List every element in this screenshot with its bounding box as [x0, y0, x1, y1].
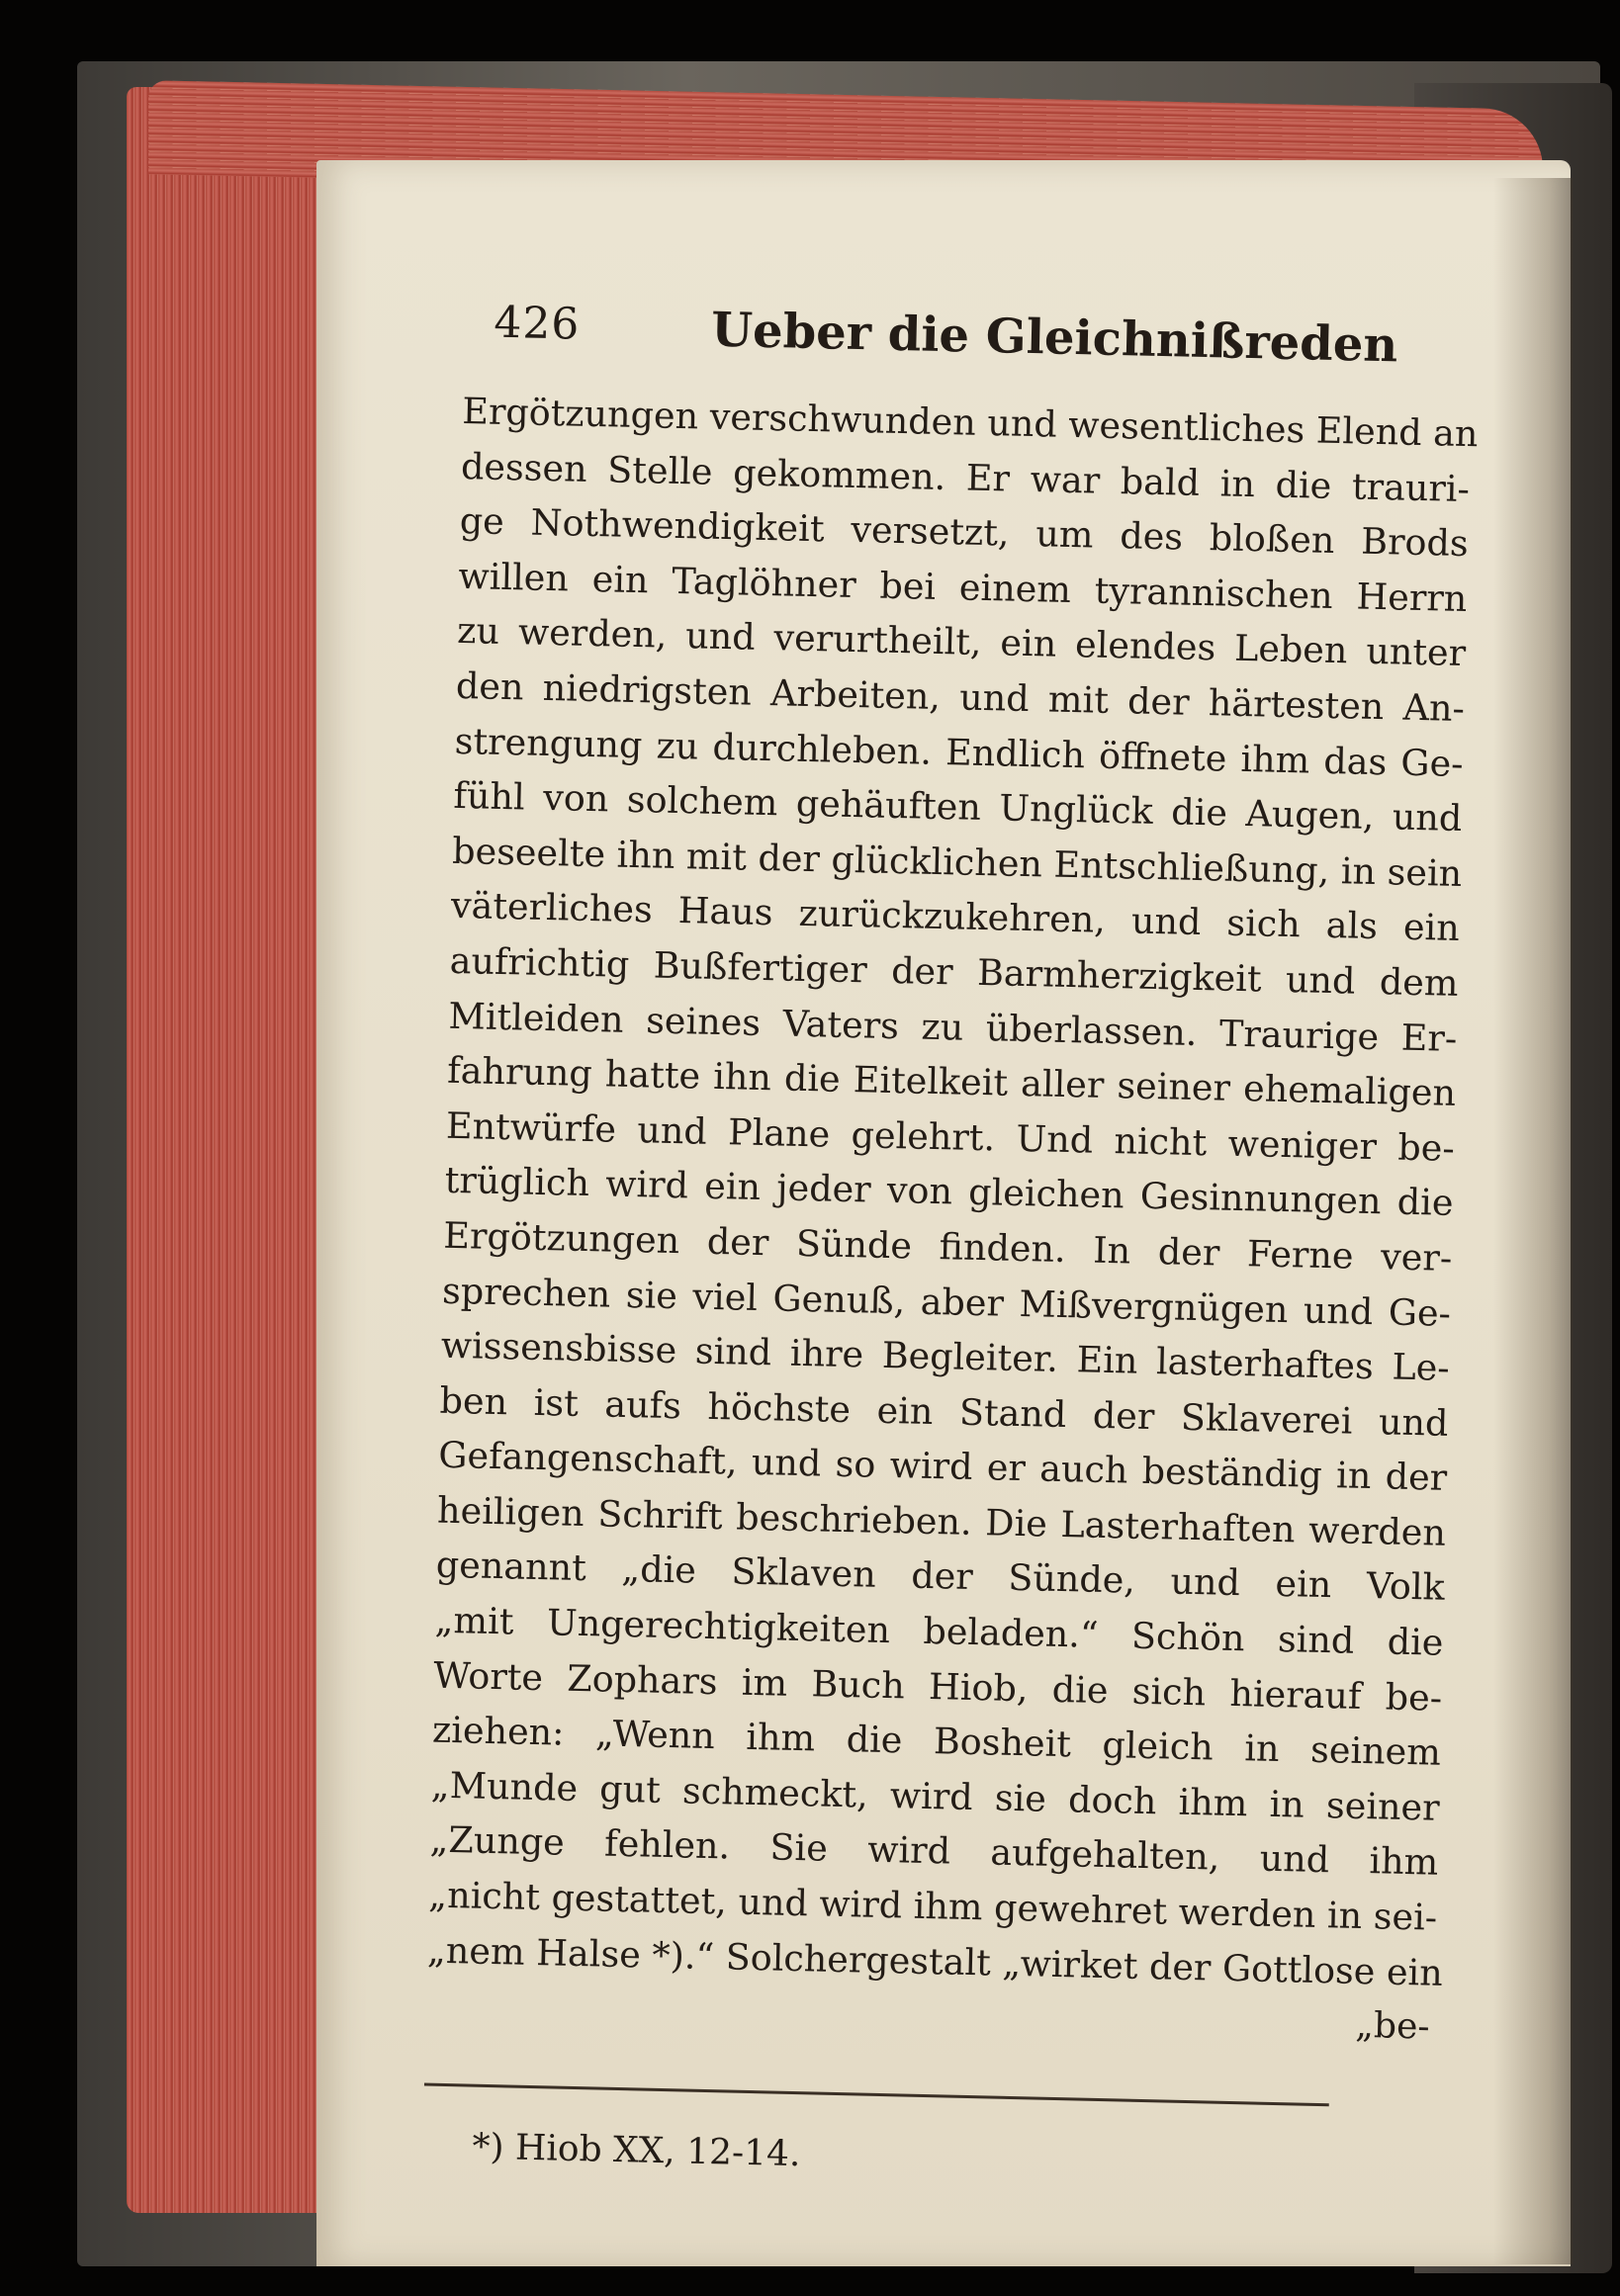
page-number: 426	[493, 297, 581, 350]
page-edges-left	[127, 87, 324, 2213]
text-line: „nem Halse *).“ Solchergestalt „wirket der Gottlose ein	[426, 1928, 1444, 1994]
text-line: strengung zu durchleben. Endlich öffnete ihm das Ge-	[454, 719, 1465, 785]
page-text-block	[422, 297, 1479, 2189]
text-line: sprechen sie viel Genuß, aber Mißvergnügen und Ge-	[441, 1269, 1452, 1335]
text-line: „mit Ungerechtigkeiten beladen.“ Schön sind die	[434, 1598, 1444, 1664]
text-line: Entwürfe und Plane gelehrt. Und nicht weniger be-	[445, 1104, 1456, 1170]
text-line: Worte Zophars im Buch Hiob, die sich hierauf be-	[432, 1653, 1443, 1720]
text-line: „Munde gut schmeckt, wird sie doch ihm in seiner	[430, 1763, 1441, 1829]
text-line: dessen Stelle gekommen. Er war bald in die trauri-	[460, 444, 1471, 510]
text-line: Mitleiden seines Vaters zu überlassen. Traurige Er-	[448, 994, 1458, 1060]
text-line: heiligen Schrift beschrieben. Die Lasterhaften werden	[436, 1488, 1447, 1554]
text-line: fahrung hatte ihn die Eitelkeit aller seiner ehemaligen	[446, 1048, 1457, 1115]
running-title: Ueber die Gleichnißreden	[710, 302, 1398, 374]
text-line: väterliches Haus zurückzukehren, und sich als ein	[450, 884, 1461, 950]
text-line: Ergötzungen verschwunden und wesentliches Elend an	[461, 389, 1479, 456]
text-line: Ergötzungen der Sünde finden. In der Ferne ver-	[442, 1213, 1453, 1280]
page-gutter	[1493, 178, 1573, 2264]
text-line: aufrichtig Bußfertiger der Barmherzigkeit und dem	[449, 938, 1459, 1005]
text-line: ziehen: „Wenn ihm die Bosheit gleich in seinem	[431, 1708, 1442, 1775]
text-line: trüglich wird ein jeder von gleichen Gesinnungen die	[444, 1159, 1454, 1225]
text-line: wissensbisse sind ihre Begleiter. Ein lasterhaftes Le-	[440, 1323, 1451, 1389]
text-line: ben ist aufs höchste ein Stand der Sklaverei und	[439, 1378, 1449, 1445]
footnote-rule	[424, 2083, 1329, 2107]
text-line: willen ein Taglöhner bei einem tyrannischen Herrn	[458, 554, 1468, 620]
text-line: „nicht gestattet, und wird ihm gewehret werden in sei-	[427, 1873, 1438, 1939]
text-line: „Zunge fehlen. Sie wird aufgehalten, und ihm	[429, 1818, 1439, 1885]
text-line: den niedrigsten Arbeiten, und mit der härtesten An-	[455, 663, 1466, 731]
text-line: beseelte ihn mit der glücklichen Entschließung, in sein	[451, 829, 1463, 895]
body-text	[426, 384, 1479, 2000]
text-line: genannt „die Sklaven der Sünde, und ein Volk	[435, 1544, 1446, 1610]
text-line: Gefangenschaft, und so wird er auch beständig in der	[437, 1433, 1448, 1500]
text-line: fühl von solchem gehäuften Unglück die Augen, und	[453, 774, 1463, 840]
footnote: *) Hiob XX, 12-14.	[472, 2126, 801, 2175]
text-line: zu werden, und verurtheilt, ein elendes Leben unter	[456, 609, 1467, 675]
catchword: „be-	[1354, 2005, 1431, 2048]
text-line: ge Nothwendigkeit versetzt, um des bloßen Brods	[459, 499, 1470, 566]
